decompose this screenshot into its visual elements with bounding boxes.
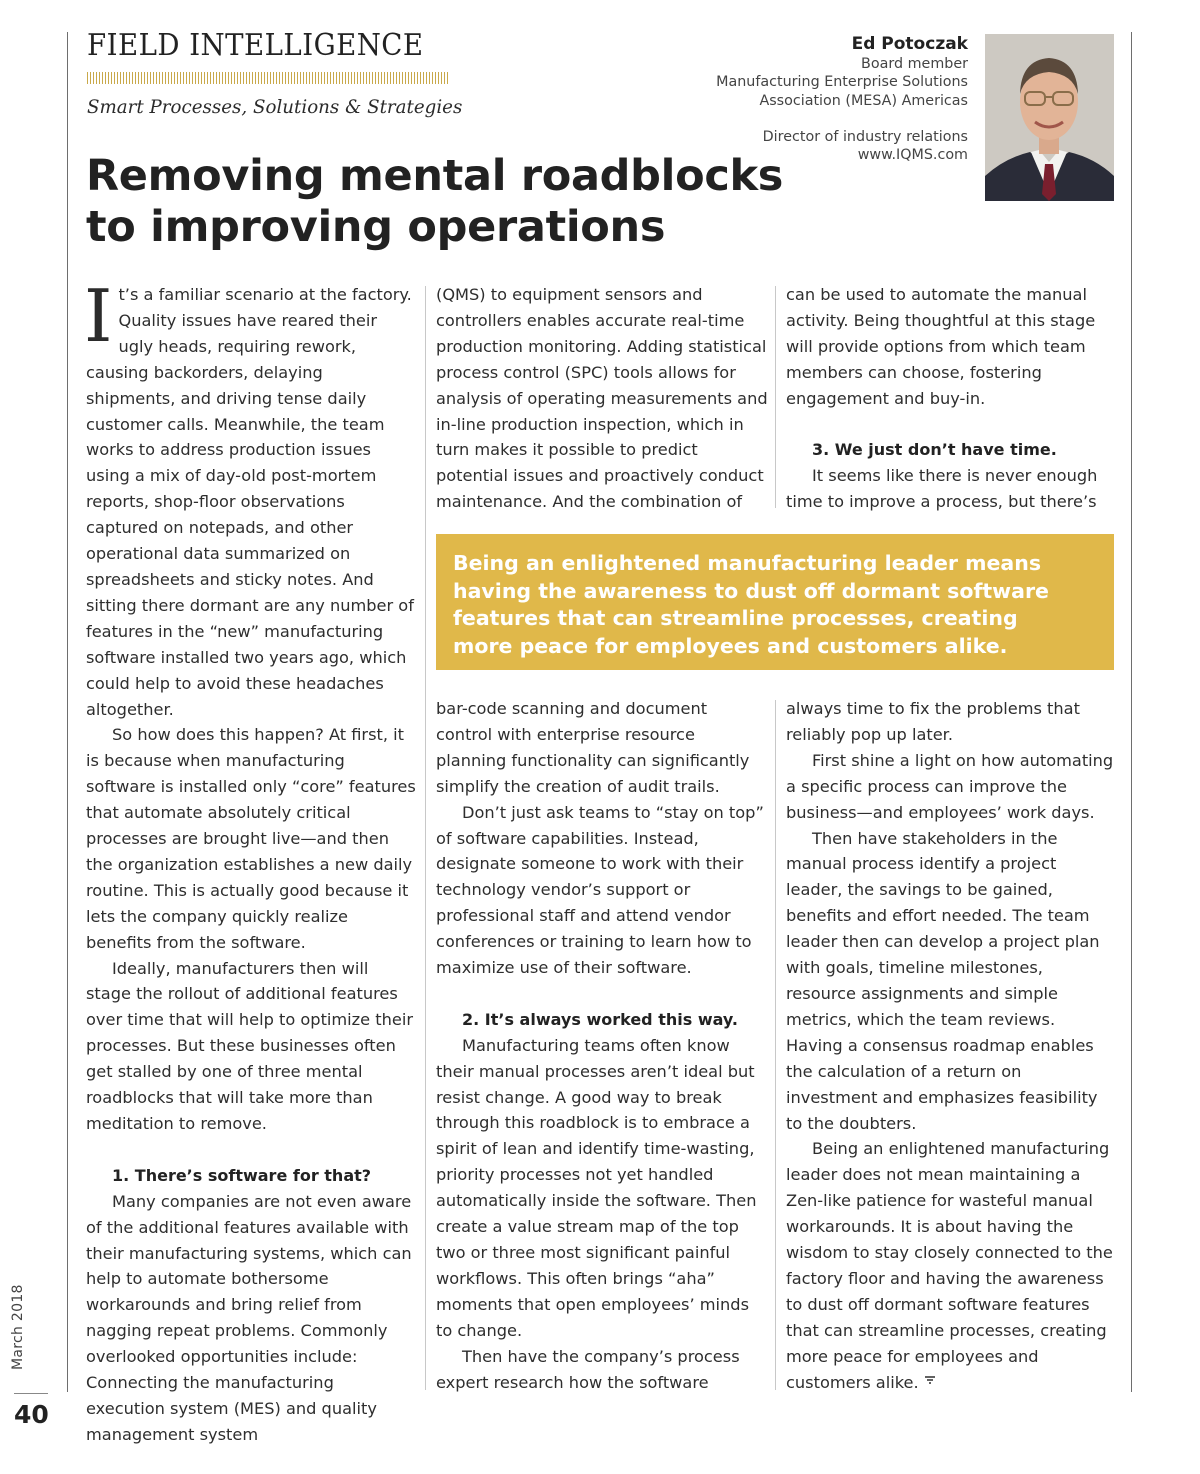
author-role1-title: Board member bbox=[861, 56, 968, 72]
article-column-3-bottom bbox=[786, 696, 1116, 1395]
drop-cap: I bbox=[84, 274, 113, 358]
article-column-2-bottom bbox=[436, 696, 768, 1395]
column-divider bbox=[425, 286, 426, 1390]
section-title: FIELD INTELLIGENCE bbox=[87, 28, 424, 63]
article-paragraph: can be used to automate the manual activity. Being thoughtful at this stage will provide options from which team members can choose, fostering engagement and buy-in. bbox=[786, 285, 1096, 408]
author-name: Ed Potoczak bbox=[851, 34, 968, 54]
headline bbox=[86, 151, 783, 253]
article-paragraph: Don’t just ask teams to “stay on top” of software capabilities. Instead, designate someone to work with their technology vendor’s support or professional staff and attend vendor conferences or training to learn how to maximize use of their software. bbox=[436, 802, 764, 978]
article-paragraph: bar-code scanning and document control with enterprise resource planning functionality can significantly simplify the creation of audit trails. bbox=[436, 699, 750, 796]
article-column-1 bbox=[84, 274, 416, 1448]
headline-line1: Removing mental roadblocks bbox=[86, 151, 784, 201]
article-paragraph: Many companies are not even aware of the additional features available with their manufacturing systems, which can help to automate bothersome workarounds and bring relief from nagging repeat problems. Commonly overlooked opportunities include: Connecting the manufacturing execution system (MES) and quality management system bbox=[86, 1191, 412, 1444]
headline-line2: to improving operations bbox=[86, 202, 666, 252]
article-paragraph: (QMS) to equipment sensors and controllers enables accurate real-time production monitoring. Adding statistical process control (SPC) tools allows for analysis of operating measurements and in-line production inspection, which in turn makes it possible to predict potential issues and proactively conduct maintenance. And the combination of bbox=[436, 285, 768, 512]
end-of-article-icon bbox=[924, 1375, 936, 1390]
issue-date: March 2018 bbox=[10, 1284, 26, 1370]
article-paragraph: always time to fix the problems that reliably pop up later. bbox=[786, 699, 1080, 744]
column-divider bbox=[775, 700, 776, 1390]
article-paragraph: So how does this happen? At first, it is because when manufacturing software is installed only “core” features that automate absolutely critical processes are brought live—and then the organization establishes a new daily routine. This is actually good because it lets the company quickly realize benefits from the software. bbox=[86, 725, 416, 952]
article-column-2-top bbox=[436, 282, 768, 515]
right-column-rule bbox=[1131, 32, 1132, 1392]
subhead-1: 1. There’s software for that? bbox=[112, 1165, 372, 1185]
article-paragraph: First shine a light on how automating a specific process can improve the business—and employees’ work days. bbox=[786, 750, 1114, 822]
article-paragraph: Then have stakeholders in the manual process identify a project leader, the savings to be gained, benefits and effort needed. The team leader then can develop a project plan with goals, timeline milestones, resource assignments and simple metrics, which the team reviews. Having a consensus roadmap enables the calculation of a return on investment and emphasizes feasibility to the doubters. bbox=[786, 828, 1100, 1133]
page-number: 40 bbox=[14, 1400, 49, 1429]
author-photo bbox=[985, 34, 1114, 201]
article-paragraph: Then have the company’s process expert research how the software bbox=[436, 1346, 740, 1392]
column-divider bbox=[775, 286, 776, 508]
article-paragraph-text: t’s a familiar scenario at the factory. Quality issues have reared their ugly heads, requiring rework, causing backorders, delaying shipments, and driving tense daily customer calls. Meanwhile, the team works to address production issues using a mix of day-old post-mortem reports, shop-floor observations captured on notepads, and other operational data summarized on spreadsheets and sticky notes. And sitting there dormant are any number of features in the “new” manufacturing software installed two years ago, which could help to avoid these headaches altogether. bbox=[86, 285, 414, 719]
article-paragraph: Manufacturing teams often know their manual processes aren’t ideal but resist change. A good way to break through this roadblock is to embrace a spirit of lean and identify time-wasting, priority processes not yet handled automatically inside the software. Then create a value stream map of the top two or three most significant painful workflows. This often brings “aha” moments that open employees’ minds to change. bbox=[436, 1035, 757, 1340]
subhead-2: 2. It’s always worked this way. bbox=[462, 1009, 738, 1029]
section-subtitle: Smart Processes, Solutions & Strategies bbox=[87, 96, 463, 118]
author-role1-org-line1: Manufacturing Enterprise Solutions bbox=[716, 74, 968, 91]
author-block bbox=[716, 33, 968, 164]
page-number-rule bbox=[14, 1393, 48, 1394]
author-role1-org-line2: Association (MESA) Americas bbox=[759, 92, 968, 109]
author-website: www.IQMS.com bbox=[857, 147, 968, 164]
article-paragraph bbox=[84, 274, 416, 722]
author-role2-title: Director of industry relations bbox=[762, 128, 968, 145]
article-paragraph: Ideally, manufacturers then will stage the rollout of additional features over time that will help to optimize their processes. But these businesses often get stalled by one of three mental roadblocks that will take more than meditation to remove. bbox=[86, 958, 413, 1133]
article-paragraph: It seems like there is never enough time to improve a process, but there’s bbox=[786, 466, 1098, 512]
pull-quote: Being an enlightened manufacturing leader means having the awareness to dust off dormant software features that can streamline processes, creating more peace for employees and customers alike. bbox=[436, 534, 1114, 670]
left-column-rule bbox=[67, 32, 68, 1392]
article-paragraph-text: Being an enlightened manufacturing leader does not mean maintaining a Zen-like patience for wasteful manual workarounds. It is about having the wisdom to stay closely connected to the factory floor and having the awareness to dust off dormant software features that can streamline processes, creating more peace for employees and customers alike. bbox=[786, 1139, 1113, 1392]
decorative-hatch-band bbox=[87, 72, 449, 84]
article-paragraph bbox=[786, 1136, 1116, 1395]
subhead-3: 3. We just don’t have time. bbox=[812, 440, 1057, 460]
article-column-3-top bbox=[786, 282, 1116, 515]
